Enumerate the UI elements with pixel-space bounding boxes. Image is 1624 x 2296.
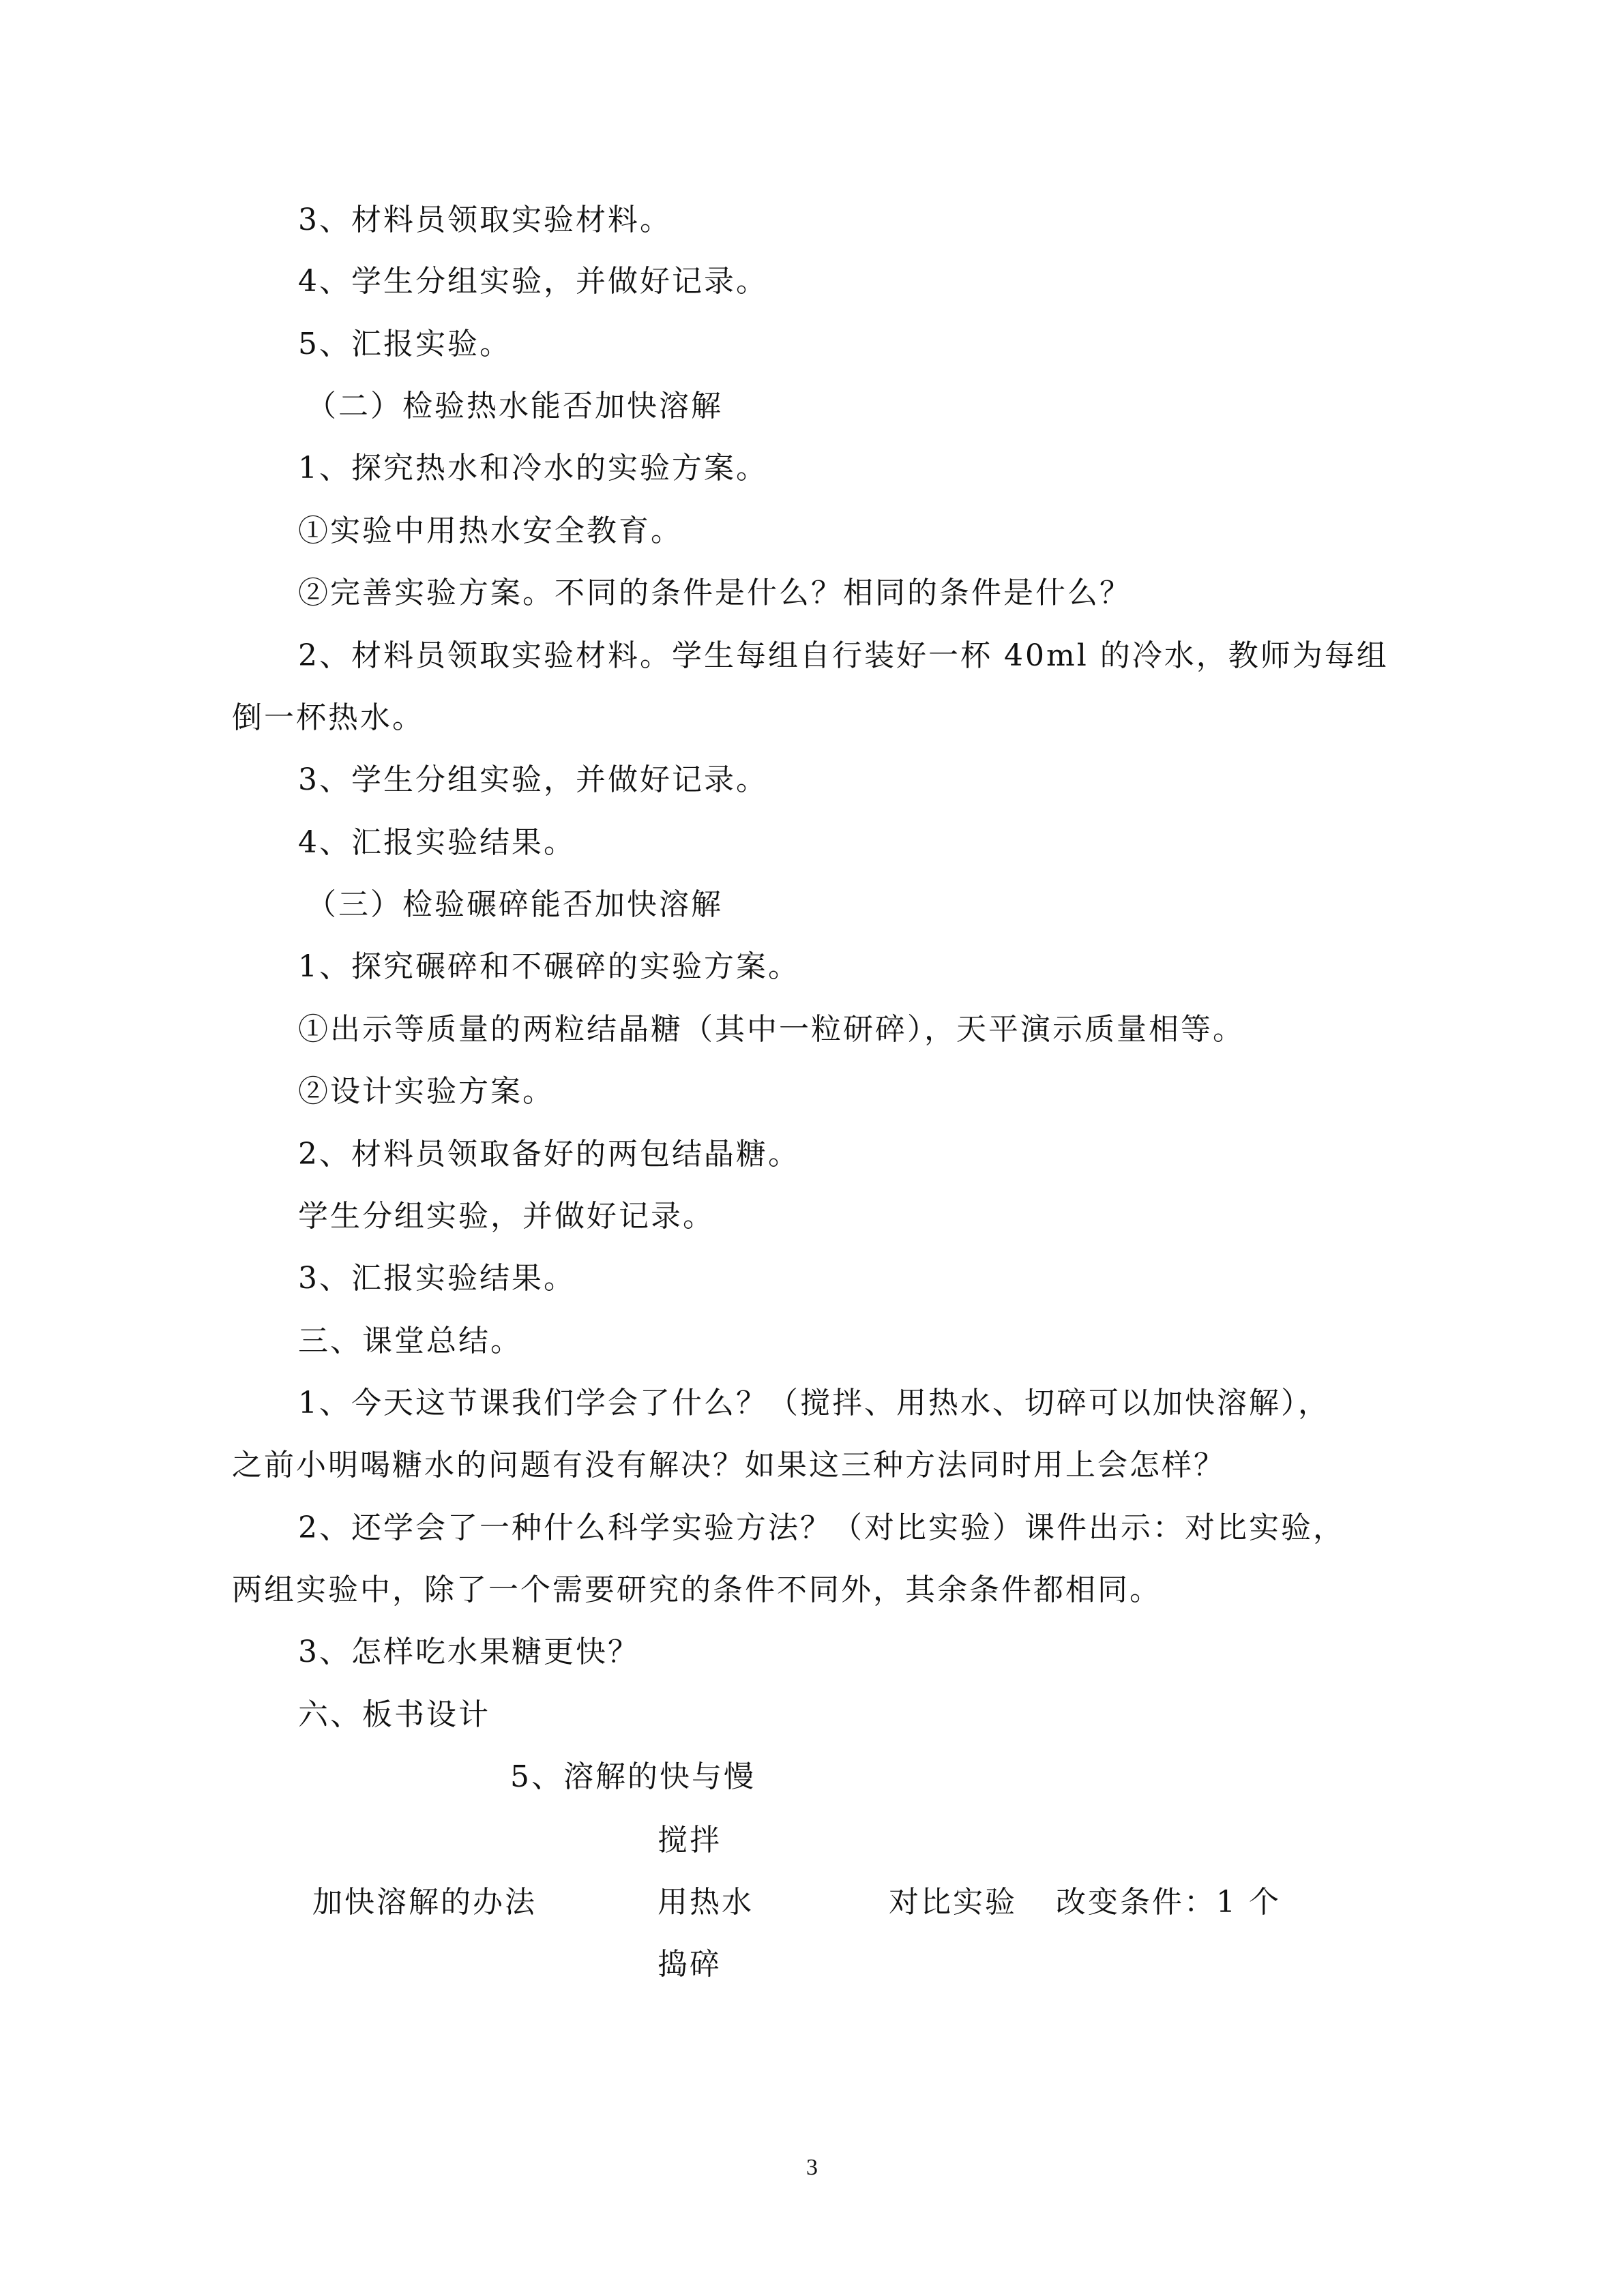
paragraph: 2、材料员领取备好的两包结晶糖。: [298, 1137, 800, 1172]
paragraph: 3、怎样吃水果糖更快？: [298, 1635, 640, 1669]
section-heading: 六、板书设计: [298, 1697, 490, 1732]
page-number: 3: [806, 2155, 818, 2180]
section-heading: （二）检验热水能否加快溶解: [306, 389, 723, 423]
paragraph-continuation: 倒一杯热水。: [232, 700, 424, 735]
board-method-stir: 搅拌: [658, 1823, 722, 1858]
paragraph: 4、学生分组实验，并做好记录。: [298, 264, 768, 299]
paragraph: 学生分组实验，并做好记录。: [298, 1199, 715, 1234]
paragraph: ①出示等质量的两粒结晶糖（其中一粒研碎），天平演示质量相等。: [298, 1012, 1245, 1047]
board-condition: 改变条件：1 个: [1056, 1885, 1281, 1920]
paragraph: ②设计实验方案。: [298, 1074, 555, 1109]
paragraph: 2、材料员领取实验材料。学生每组自行装好一杯 40ml 的冷水，教师为每组: [298, 638, 1389, 673]
paragraph: ②完善实验方案。不同的条件是什么？相同的条件是什么？: [298, 576, 1132, 610]
board-title: 5、溶解的快与慢: [510, 1759, 756, 1794]
paragraph: 1、探究碾碎和不碾碎的实验方案。: [298, 949, 800, 984]
paragraph-continuation: 之前小明喝糖水的问题有没有解决？如果这三种方法同时用上会怎样？: [232, 1448, 1226, 1482]
paragraph: ①实验中用热水安全教育。: [298, 513, 683, 548]
paragraph: 2、还学会了一种什么科学实验方法？（对比实验）课件出示：对比实验，: [298, 1510, 1345, 1545]
paragraph: 1、今天这节课我们学会了什么？（搅拌、用热水、切碎可以加快溶解），: [298, 1386, 1330, 1420]
paragraph-continuation: 两组实验中，除了一个需要研究的条件不同外，其余条件都相同。: [232, 1572, 1162, 1607]
paragraph: 3、学生分组实验，并做好记录。: [298, 762, 768, 797]
paragraph: 3、材料员领取实验材料。: [298, 203, 672, 237]
section-heading: 三、课堂总结。: [298, 1324, 522, 1358]
board-label: 加快溶解的办法: [312, 1885, 537, 1920]
paragraph: 5、汇报实验。: [298, 327, 512, 361]
paragraph: 4、汇报实验结果。: [298, 825, 576, 860]
section-heading: （三）检验碾碎能否加快溶解: [306, 887, 723, 922]
board-method-hot-water: 用热水: [658, 1885, 754, 1920]
board-compare: 对比实验: [889, 1885, 1017, 1920]
board-method-crush: 捣碎: [658, 1947, 722, 1982]
paragraph: 3、汇报实验结果。: [298, 1261, 576, 1296]
paragraph: 1、探究热水和冷水的实验方案。: [298, 451, 768, 486]
